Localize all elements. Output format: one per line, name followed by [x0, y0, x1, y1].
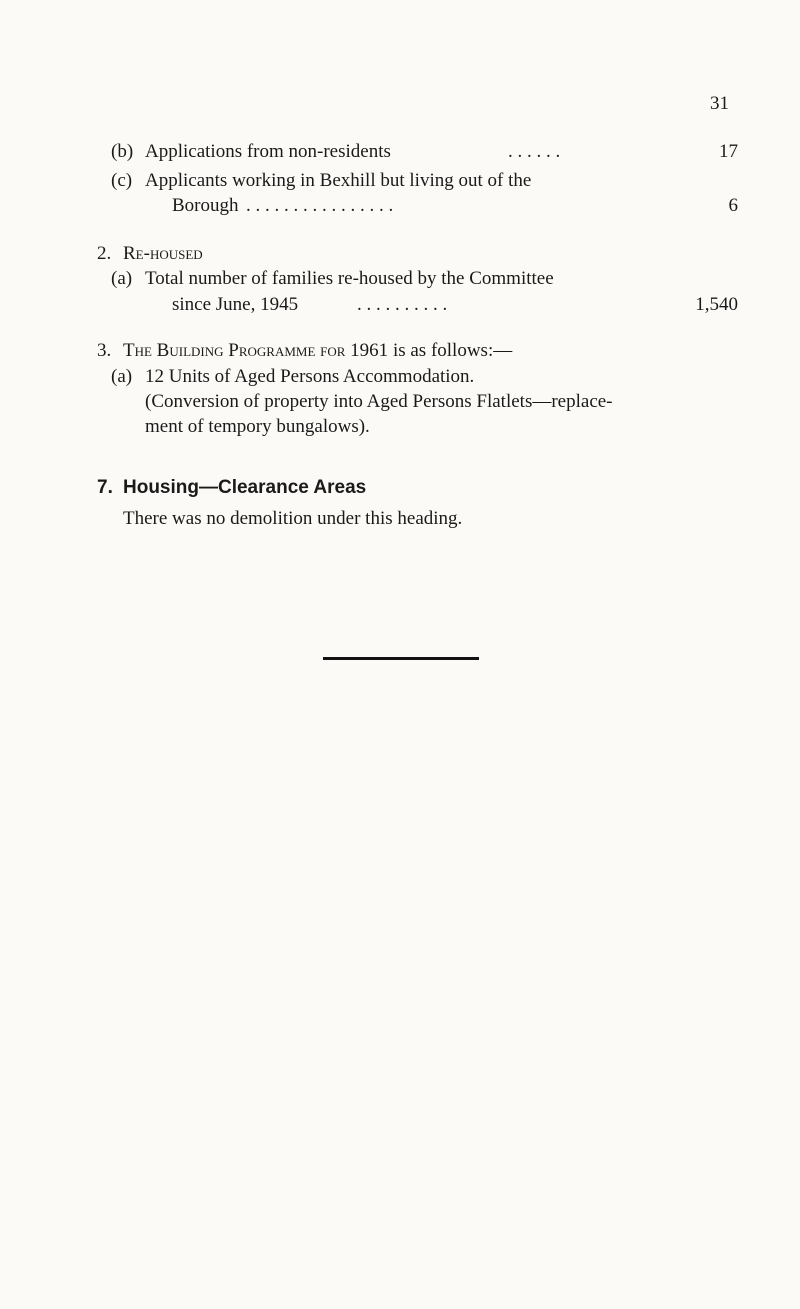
rehoused-a-label: (a) — [111, 268, 133, 289]
rehoused-a-leaders: . . . . . . . . . . — [357, 294, 448, 315]
item-c-text-line1: Applicants working in Bexhill but living out of the — [145, 170, 532, 191]
section-3-number: 3. — [97, 340, 112, 361]
rehoused-a-value: 1,540 — [695, 294, 738, 315]
item-b-text: Applications from non-residents — [145, 141, 391, 162]
section-3-title-suffix: is as follows:— — [392, 340, 513, 361]
section-2-title: Re-housed — [123, 243, 203, 264]
item-c-leaders: . . . . . . . . . . . . . . . . — [246, 195, 394, 216]
section-2-number: 2. — [97, 243, 112, 264]
item-c-text-line2: Borough — [172, 195, 239, 216]
item-b-value: 17 — [719, 141, 738, 162]
item-c-value: 6 — [728, 195, 738, 216]
programme-note-line1: (Conversion of property into Aged Persons Flatlets—replace- — [145, 391, 613, 412]
programme-note-line2: ment of tempory bungalows). — [145, 416, 370, 437]
closing-rule — [323, 657, 479, 660]
section-3-title: The Building Programme for 1961 — [123, 340, 389, 361]
item-b-leaders: . . . . . . — [508, 141, 561, 162]
section-7-title: Housing—Clearance Areas — [123, 477, 367, 498]
programme-a-text: 12 Units of Aged Persons Accommodation. — [145, 366, 475, 387]
section-3-heading — [123, 339, 512, 363]
section-7-text: There was no demolition under this heading. — [123, 508, 463, 529]
item-c-label: (c) — [111, 170, 133, 191]
programme-a-label: (a) — [111, 366, 133, 387]
section-7-number: 7. — [97, 477, 113, 498]
rehoused-a-text-line2: since June, 1945 — [172, 294, 299, 315]
page-number: 31 — [710, 93, 729, 114]
item-b-label: (b) — [111, 141, 134, 162]
rehoused-a-text-line1: Total number of families re-housed by the Committee — [145, 268, 554, 289]
